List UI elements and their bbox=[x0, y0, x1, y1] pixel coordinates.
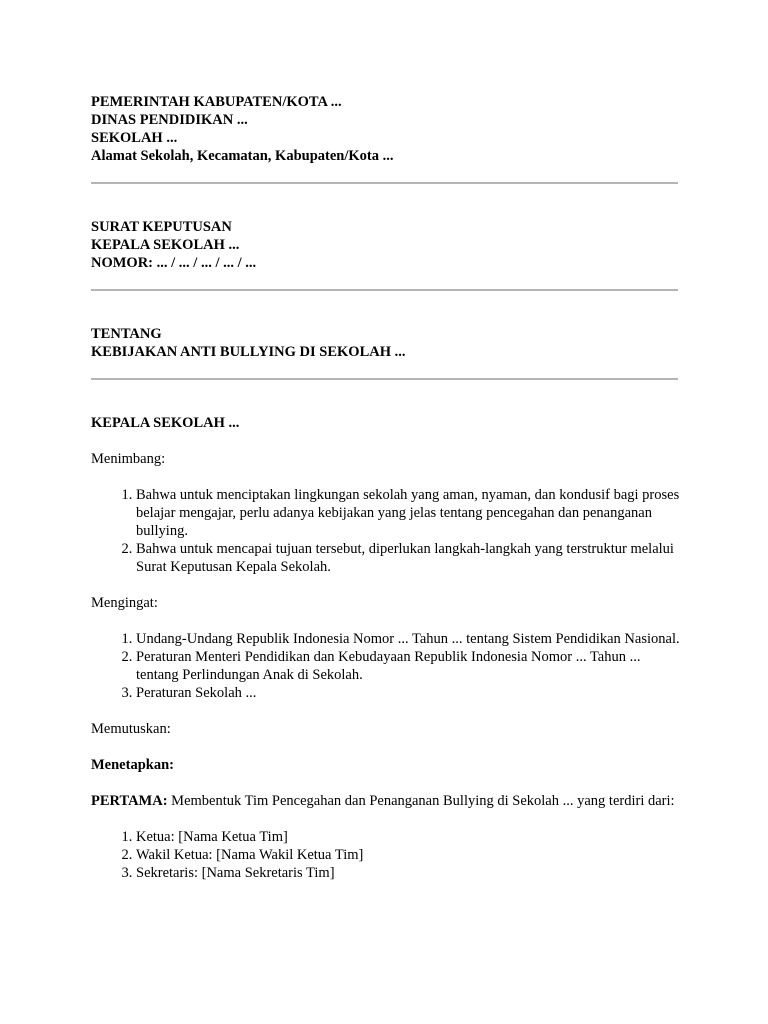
divider-1 bbox=[91, 182, 678, 184]
subject-title: KEBIJAKAN ANTI BULLYING DI SEKOLAH ... bbox=[91, 344, 406, 360]
list-item: 1. Ketua: [Nama Ketua Tim] bbox=[136, 828, 681, 846]
list-item: 3. Peraturan Sekolah ... bbox=[136, 684, 681, 702]
letterhead-agency: DINAS PENDIDIKAN ... bbox=[91, 112, 248, 128]
issuer-heading: KEPALA SEKOLAH ... bbox=[91, 415, 240, 431]
list-item: 3. Sekretaris: [Nama Sekretaris Tim] bbox=[136, 864, 681, 882]
decree-title bbox=[91, 218, 681, 272]
subject-label: TENTANG bbox=[91, 326, 162, 342]
menimbang-list bbox=[91, 486, 681, 576]
menimbang-label: Menimbang: bbox=[91, 451, 166, 467]
list-item: 2. Peraturan Menteri Pendidikan dan Kebudayaan Republik Indonesia Nomor ... Tahun ... tentang Perlindungan Anak di Sekolah. bbox=[136, 648, 681, 684]
divider-3 bbox=[91, 378, 678, 380]
letterhead-school: SEKOLAH ... bbox=[91, 130, 178, 146]
list-item: 1. Bahwa untuk menciptakan lingkungan sekolah yang aman, nyaman, dan kondusif bagi proses belajar mengajar, perlu adanya kebijakan yang jelas tentang pencegahan dan penanganan bullying. bbox=[136, 486, 681, 540]
letterhead-government: PEMERINTAH KABUPATEN/KOTA ... bbox=[91, 94, 342, 110]
memutuskan-label: Memutuskan: bbox=[91, 721, 171, 737]
decree-issuer-line: KEPALA SEKOLAH ... bbox=[91, 237, 240, 253]
decree-subject bbox=[91, 325, 681, 361]
letterhead-address: Alamat Sekolah, Kecamatan, Kabupaten/Kota ... bbox=[91, 148, 394, 164]
list-item: 2. Bahwa untuk mencapai tujuan tersebut, diperlukan langkah-langkah yang terstruktur melalui Surat Keputusan Kepala Sekolah. bbox=[136, 540, 681, 576]
pertama-label: PERTAMA: bbox=[91, 793, 168, 809]
list-item: 1. Undang-Undang Republik Indonesia Nomor ... Tahun ... tentang Sistem Pendidikan Nasional. bbox=[136, 630, 681, 648]
pertama-text: Membentuk Tim Pencegahan dan Penanganan Bullying di Sekolah ... yang terdiri dari: bbox=[167, 793, 675, 809]
team-members-list bbox=[91, 828, 681, 882]
divider-2 bbox=[91, 289, 678, 291]
decree-title-line: SURAT KEPUTUSAN bbox=[91, 219, 232, 235]
mengingat-label: Mengingat: bbox=[91, 595, 158, 611]
decree-number: NOMOR: ... / ... / ... / ... / ... bbox=[91, 255, 257, 271]
menetapkan-label: Menetapkan: bbox=[91, 757, 174, 773]
letterhead bbox=[91, 93, 681, 165]
list-item: 2. Wakil Ketua: [Nama Wakil Ketua Tim] bbox=[136, 846, 681, 864]
pertama-paragraph bbox=[91, 792, 681, 810]
document-content bbox=[91, 93, 681, 882]
mengingat-list bbox=[91, 630, 681, 702]
